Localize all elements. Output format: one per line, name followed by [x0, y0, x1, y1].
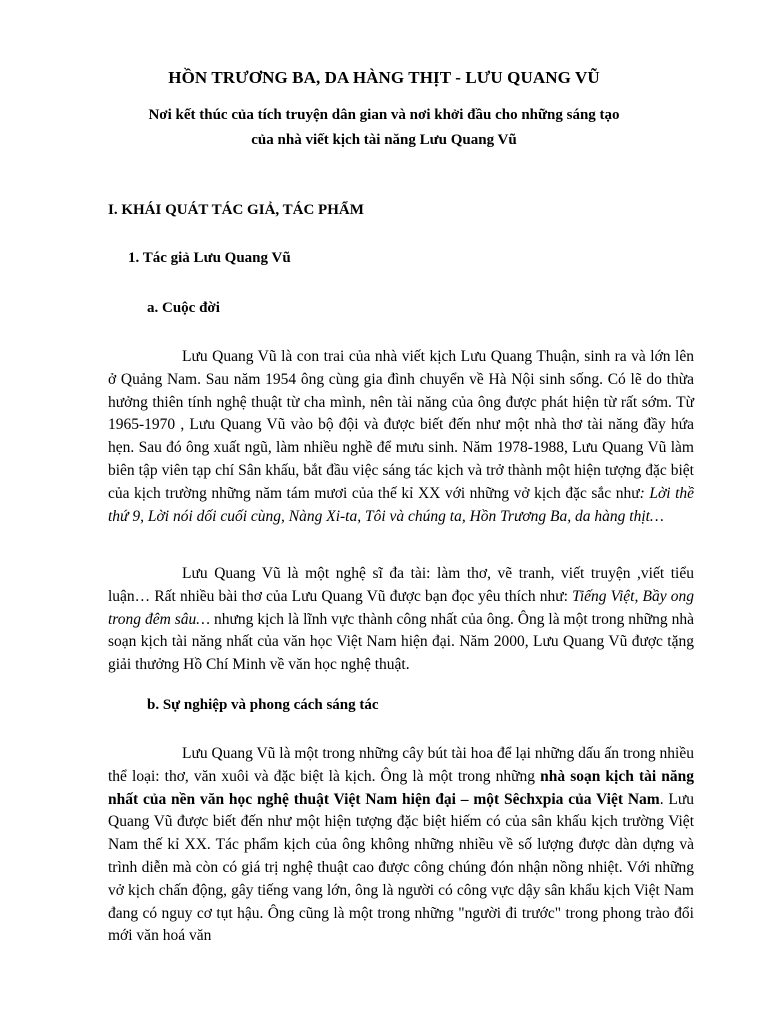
- paragraph-talent-text-b: nhưng kịch là lĩnh vực thành công nhất của ông. Ông là một trong những nhà soạn kịch tài năng nhất của văn học Việt Nam hiện đại. Năm 2000, Lưu Quang Vũ được tặng giải thưởng Hồ Chí Minh về văn học nghệ thuật.: [108, 610, 694, 674]
- paragraph-talent-text-a: Lưu Quang Vũ là một nghệ sĩ đa tài: làm thơ, vẽ tranh, viết truyện ,viết tiểu luận… Rất nhiều bài thơ của Lưu Quang Vũ được bạn đọc yêu thích như:: [108, 565, 694, 605]
- document-title: HỒN TRƯƠNG BA, DA HÀNG THỊT - LƯU QUANG VŨ: [168, 68, 600, 87]
- paragraph-career-bold: nhà soạn kịch tài năng nhất của nền văn học nghệ thuật Việt Nam hiện đại – một Sêchxpia của Việt Nam: [108, 767, 694, 808]
- paragraph-life: [108, 346, 694, 528]
- paragraph-talent: [108, 563, 694, 677]
- paragraph-career-text-b: . Lưu Quang Vũ được biết đến như một hiện tượng đặc biệt hiếm có của sân khấu kịch trường Việt Nam thế kỉ XX. Tác phẩm kịch của ông không những nhiều về số lượng được dàn dựng và trình diễn mà còn có giá trị nghệ thuật cao được công chúng đón nhận nồng nhiệt. Với những vở kịch chấn động, gây tiếng vang lớn, ông là người có công vực dậy sân khẩu kịch Việt Nam đang có nguy cơ tụt hậu. Ông cũng là một trong những "người đi trước" trong phong trào đổi mới văn hoá văn: [108, 790, 695, 945]
- paragraph-life-text: Lưu Quang Vũ là con trai của nhà viết kịch Lưu Quang Thuận, sinh ra và lớn lên ở Quảng Nam. Sau năm 1954 ông cùng gia đình chuyển về Hà Nội sinh sống. Có lẽ do thừa hưởng thiên tính nghệ thuật từ cha mình, nên tài năng của ông được phát hiện từ rất sớm. Từ 1965-1970 , Lưu Quang Vũ vào bộ đội và được biết đến như một nhà thơ tài năng đầy hứa hẹn. Sau đó ông xuất ngũ, làm nhiều nghề để mưu sinh. Năm 1978-1988, Lưu Quang Vũ làm biên tập viên tạp chí Sân khấu, bắt đầu việc sáng tác kịch và trở thành một hiện tượng đặc biệt của kịch trường những năm tám mươi của thế kỉ XX với những vở kịch đặc sắc như: [108, 348, 694, 502]
- subsection-heading-author: 1. Tác giả Lưu Quang Vũ: [128, 250, 291, 266]
- subtitle-line-1: Nơi kết thúc của tích truyện dân gian và nơi khởi đầu cho những sáng tạo: [148, 107, 620, 123]
- subtitle-line-2: của nhà viết kịch tài năng Lưu Quang Vũ: [251, 132, 517, 148]
- document-subtitle: [60, 103, 708, 153]
- paragraph-talent-poems-italic: Tiếng Việt, Bầy ong trong đêm sâu…: [108, 587, 694, 628]
- heading-career-style: b. Sự nghiệp và phong cách sáng tác: [147, 697, 379, 713]
- heading-life: a. Cuộc đời: [147, 300, 220, 316]
- paragraph-career: [108, 743, 694, 948]
- section-heading-overview: I. KHÁI QUÁT TÁC GIẢ, TÁC PHẨM: [108, 202, 364, 218]
- paragraph-career-text-a: Lưu Quang Vũ là một trong những cây bút tài hoa để lại những dấu ấn trong nhiều thể loại: thơ, văn xuôi và đặc biệt là kịch. Ông là một trong những: [108, 745, 694, 785]
- paragraph-life-works-italic: : Lời thề thứ 9, Lời nói dối cuối cùng, Nàng Xi-ta, Tôi và chúng ta, Hồn Trương Ba, da hàng thịt…: [108, 484, 695, 525]
